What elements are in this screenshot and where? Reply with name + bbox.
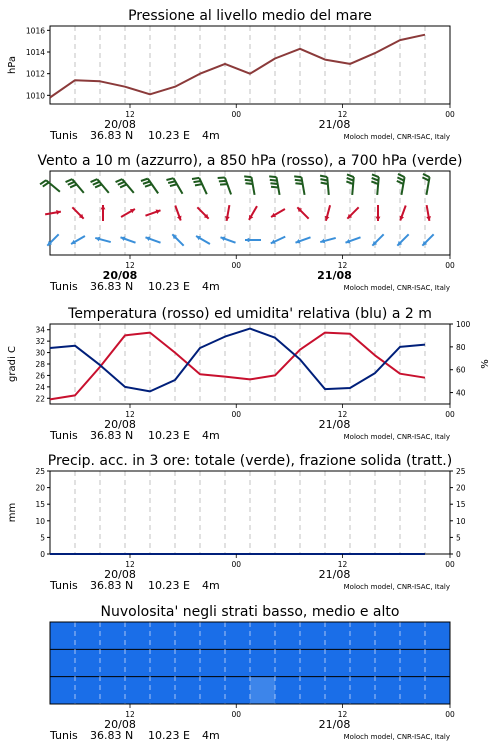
cloud-cell-basso [150, 677, 176, 705]
wind-arrow-10-m [95, 237, 110, 242]
cloud-cell-alto [300, 622, 326, 650]
panel-title: Vento a 10 m (azzurro), a 850 hPa (rosso), a 700 hPa (verde) [37, 153, 463, 169]
y-tick-label: 26 [35, 371, 45, 381]
x-date-label: 21/08 [318, 568, 351, 581]
location-lat: 36.83 N [90, 129, 134, 142]
wind-arrow-850-hPa [197, 207, 208, 218]
y-tick-label: 5 [40, 533, 45, 543]
x-tick-label: 12 [125, 261, 135, 270]
arrow-feather [320, 176, 327, 177]
arrow-feather [66, 179, 73, 182]
wind-arrow-10-m [295, 237, 310, 243]
location-lat: 36.83 N [90, 429, 134, 442]
wind-arrow-850-hPa [101, 205, 106, 221]
arrow-feather [422, 177, 429, 180]
wind-arrow-850-hPa [45, 210, 61, 215]
x-tick-label: 00 [445, 110, 455, 119]
arrow-feather [220, 184, 227, 185]
x-tick-label: 12 [125, 560, 135, 569]
location-alt: 4m [202, 579, 220, 592]
cloud-cell-medio [375, 649, 401, 677]
arrow-feather [68, 182, 75, 185]
x-tick-label: 12 [337, 110, 348, 119]
model-credit: Moloch model, CNR-ISAC, Italy [343, 583, 450, 591]
arrow-feather [219, 181, 226, 182]
cloud-cell-alto [200, 622, 226, 650]
y-right-tick-label: 0 [456, 550, 461, 559]
arrow-head [376, 217, 381, 221]
cloud-cell-alto [225, 622, 251, 650]
y-axis-label: gradi C [7, 346, 18, 382]
x-date-label: 21/08 [318, 418, 351, 431]
x-tick-label: 00 [445, 410, 455, 419]
y-tick-label: 1016 [25, 26, 45, 36]
cloud-cell-basso [50, 677, 76, 705]
wind-arrow-700-hPa [218, 178, 231, 195]
y-right-tick-label: 100 [456, 320, 471, 329]
arrow-feather [145, 184, 152, 186]
wind-arrow-700-hPa [397, 174, 405, 195]
arrow-feather [245, 180, 252, 181]
arrow-feather [423, 174, 430, 177]
x-tick-label: 12 [125, 110, 135, 119]
location-name: Tunis [50, 429, 78, 442]
x-date-label: 20/08 [104, 718, 136, 731]
panel-title: Temperatura (rosso) ed umidita' relativa (blu) a 2 m [68, 306, 432, 322]
y-right-tick-label: 10 [456, 516, 466, 526]
location-name: Tunis [50, 129, 78, 142]
location-alt: 4m [202, 429, 220, 442]
location-lon: 10.23 E [148, 429, 190, 442]
cloud-cell-medio [50, 649, 76, 677]
arrow-feather [193, 181, 200, 182]
cloud-cell-medio [150, 649, 176, 677]
location-lon: 10.23 E [148, 729, 190, 742]
location-name: Tunis [50, 729, 78, 742]
wind-arrow-850-hPa [121, 209, 135, 217]
cloud-cell-basso [300, 677, 326, 705]
x-tick-label: 12 [337, 710, 348, 719]
cloud-cell-basso [350, 677, 376, 705]
x-tick-label: 00 [445, 261, 455, 270]
y-tick-label: 30 [35, 348, 45, 358]
wind-arrow-850-hPa [175, 205, 181, 220]
cloud-cell-alto [375, 622, 401, 650]
model-credit: Moloch model, CNR-ISAC, Italy [343, 133, 450, 141]
x-date-label: 21/08 [318, 118, 351, 131]
x-tick-label: 12 [337, 560, 348, 569]
wind-arrow-850-hPa [400, 205, 406, 220]
panel-wind [37, 153, 462, 293]
y-tick-label: 34 [35, 325, 45, 335]
cloud-cell-medio [100, 649, 126, 677]
x-tick-label: 00 [445, 560, 455, 569]
panel-temp_rh [7, 306, 491, 442]
cloud-cell-medio [425, 649, 451, 677]
wind-arrow-10-m [320, 238, 335, 243]
x-date-label: 21/08 [317, 269, 352, 282]
arrow-feather [91, 179, 98, 182]
arrow-feather [141, 179, 148, 181]
cloud-cell-basso [125, 677, 151, 705]
location-lat: 36.83 N [90, 729, 134, 742]
y-tick-label: 32 [35, 337, 45, 347]
x-tick-label: 00 [445, 710, 455, 719]
wind-arrow-700-hPa [192, 178, 207, 194]
cloud-cell-alto [250, 622, 276, 650]
x-tick-label: 00 [231, 410, 242, 419]
arrow-feather [346, 181, 353, 184]
wind-arrow-850-hPa [426, 205, 431, 221]
arrow-feather [269, 176, 276, 177]
arrow-feather [116, 179, 123, 182]
x-tick-label: 12 [125, 410, 135, 419]
arrow-feather [170, 184, 177, 186]
x-tick-label: 00 [231, 110, 242, 119]
arrow-feather [372, 174, 379, 177]
wind-arrow-850-hPa [325, 205, 330, 220]
arrow-feather [143, 181, 150, 183]
cloud-cell-basso [75, 677, 101, 705]
location-lon: 10.23 E [148, 129, 190, 142]
wind-arrow-10-m [397, 234, 408, 245]
arrow-feather [347, 174, 354, 177]
arrow-feather [218, 178, 225, 179]
wind-arrow-850-hPa [271, 209, 285, 217]
y-tick-label: 0 [40, 550, 45, 559]
wind-arrow-850-hPa [297, 207, 308, 218]
wind-arrow-10-m [47, 234, 58, 245]
y-tick-label: 1014 [25, 48, 45, 57]
wind-arrow-10-m [196, 236, 210, 244]
panel-pressure [7, 8, 455, 142]
wind-arrow-700-hPa [294, 176, 304, 194]
location-alt: 4m [202, 729, 220, 742]
cloud-cell-basso [200, 677, 226, 705]
arrow-feather [321, 183, 328, 184]
x-date-label: 21/08 [318, 718, 351, 731]
wind-arrow-10-m [271, 237, 286, 244]
wind-arrow-10-m [120, 237, 135, 243]
panel-title: Precip. acc. in 3 ore: totale (verde), frazione solida (tratt.) [47, 453, 453, 469]
location-name: Tunis [50, 280, 78, 293]
arrow-feather [270, 180, 277, 181]
arrow-feather [40, 180, 46, 184]
arrow-feather [372, 178, 379, 181]
y-tick-label: 28 [35, 360, 45, 369]
arrow-feather [371, 181, 378, 184]
cloud-cell-medio [400, 649, 426, 677]
wind-arrow-850-hPa [225, 205, 230, 221]
cloud-cell-medio [175, 649, 201, 677]
x-tick-label: 12 [337, 410, 348, 419]
arrow-feather [70, 184, 77, 187]
arrow-feather [95, 184, 102, 187]
cloud-cell-alto [100, 622, 126, 650]
wind-arrow-850-hPa [72, 207, 83, 218]
wind-arrow-850-hPa [145, 210, 160, 216]
y-right-tick-label: 25 [456, 467, 466, 476]
y-right-tick-label: 15 [456, 500, 466, 510]
model-credit: Moloch model, CNR-ISAC, Italy [343, 433, 450, 441]
wind-arrow-10-m [220, 237, 235, 243]
y-tick-label: 24 [35, 382, 45, 392]
arrow-feather [195, 184, 202, 185]
location-lat: 36.83 N [90, 579, 134, 592]
panel-clouds [49, 604, 455, 742]
cloud-cell-basso [400, 677, 426, 705]
wind-arrow-10-m [372, 234, 383, 245]
cloud-cell-medio [125, 649, 151, 677]
arrow-head [101, 205, 106, 209]
cloud-cell-alto [175, 622, 201, 650]
arrow-feather [166, 178, 173, 180]
y-tick-label: 1012 [25, 69, 45, 79]
x-date-label: 20/08 [104, 418, 136, 431]
cloud-cell-medio [250, 649, 276, 677]
panel-title: Pressione al livello medio del mare [128, 8, 372, 24]
arrow-feather [93, 182, 100, 185]
arrow-feather [294, 176, 301, 177]
location-name: Tunis [50, 579, 78, 592]
y-right-tick-label: 40 [456, 388, 466, 398]
model-credit: Moloch model, CNR-ISAC, Italy [343, 733, 450, 741]
arrow-feather [168, 181, 175, 183]
x-tick-label: 12 [125, 710, 135, 719]
wind-arrow-10-m [172, 234, 183, 245]
arrow-feather [398, 174, 405, 177]
cloud-cell-medio [325, 649, 351, 677]
wind-arrow-10-m [71, 236, 85, 244]
x-tick-label: 00 [231, 560, 242, 569]
pressure-line [50, 35, 425, 98]
temperature-line [50, 333, 425, 400]
wind-arrow-700-hPa [320, 176, 329, 195]
y-tick-label: 25 [35, 467, 45, 476]
x-tick-label: 12 [337, 261, 348, 270]
panel-title: Nuvolosita' negli strati basso, medio e alto [100, 604, 400, 620]
cloud-cell-alto [75, 622, 101, 650]
arrow-feather [271, 187, 278, 188]
arrow-feather [192, 178, 199, 179]
cloud-cell-alto [400, 622, 426, 650]
x-date-label: 20/08 [104, 118, 136, 131]
cloud-cell-medio [275, 649, 301, 677]
cloud-cell-basso [375, 677, 401, 705]
location-lon: 10.23 E [148, 579, 190, 592]
cloud-cell-alto [150, 622, 176, 650]
wind-arrow-850-hPa [376, 205, 381, 221]
y-tick-label: 20 [35, 483, 45, 493]
cloud-cell-alto [125, 622, 151, 650]
model-credit: Moloch model, CNR-ISAC, Italy [343, 284, 450, 292]
cloud-cell-alto [275, 622, 301, 650]
y-tick-label: 10 [35, 516, 45, 526]
y-tick-label: 22 [35, 394, 45, 404]
y-right-tick-label: 60 [456, 365, 466, 375]
wind-arrow-10-m [345, 237, 360, 243]
cloud-cell-alto [350, 622, 376, 650]
y-right-axis-label: % [480, 359, 491, 369]
arrow-feather [245, 183, 252, 184]
wind-arrow-700-hPa [141, 179, 158, 194]
y-axis-label: mm [7, 502, 18, 523]
cloud-cell-alto [50, 622, 76, 650]
x-date-label: 20/08 [102, 269, 138, 282]
cloud-cell-basso [225, 677, 251, 705]
location-lat: 36.83 N [90, 280, 134, 293]
cloud-cell-basso [275, 677, 301, 705]
wind-arrow-10-m [145, 237, 160, 243]
panel-precip [7, 453, 466, 592]
arrow-feather [118, 182, 125, 185]
cloud-cell-basso [425, 677, 451, 705]
arrow-feather [295, 183, 302, 184]
wind-arrow-850-hPa [347, 207, 358, 218]
location-alt: 4m [202, 129, 220, 142]
arrow-head [245, 238, 249, 243]
wind-arrow-10-m [245, 238, 261, 243]
y-right-tick-label: 20 [456, 483, 466, 493]
cloud-cell-basso [100, 677, 126, 705]
wind-arrow-700-hPa [269, 176, 279, 194]
cloud-cell-medio [200, 649, 226, 677]
y-tick-label: 1010 [25, 91, 45, 101]
x-tick-label: 00 [231, 261, 242, 270]
cloud-cell-alto [425, 622, 451, 650]
arrow-feather [295, 180, 302, 181]
location-lon: 10.23 E [148, 280, 190, 293]
x-date-label: 20/08 [104, 568, 136, 581]
location-alt: 4m [202, 280, 220, 293]
wind-arrow-700-hPa [166, 178, 182, 194]
arrow-feather [397, 177, 404, 180]
arrow-feather [244, 176, 251, 177]
cloud-cell-basso [175, 677, 201, 705]
y-axis-label: hPa [7, 55, 18, 75]
wind-arrow-700-hPa [422, 174, 429, 195]
y-tick-label: 15 [35, 500, 45, 510]
cloud-cell-medio [350, 649, 376, 677]
cloud-cell-basso [250, 677, 276, 705]
cloud-cell-basso [325, 677, 351, 705]
wind-arrow-10-m [422, 234, 433, 245]
wind-arrow-700-hPa [244, 176, 254, 194]
y-right-tick-label: 80 [456, 342, 466, 352]
arrow-feather [43, 182, 49, 186]
arrow-feather [347, 178, 354, 181]
cloud-cell-alto [325, 622, 351, 650]
arrow-feather [120, 184, 127, 187]
arrow-feather [320, 179, 327, 180]
x-tick-label: 00 [231, 710, 242, 719]
y-right-tick-label: 5 [456, 533, 461, 543]
cloud-cell-medio [225, 649, 251, 677]
cloud-cell-medio [300, 649, 326, 677]
cloud-cell-medio [75, 649, 101, 677]
arrow-feather [270, 183, 277, 184]
